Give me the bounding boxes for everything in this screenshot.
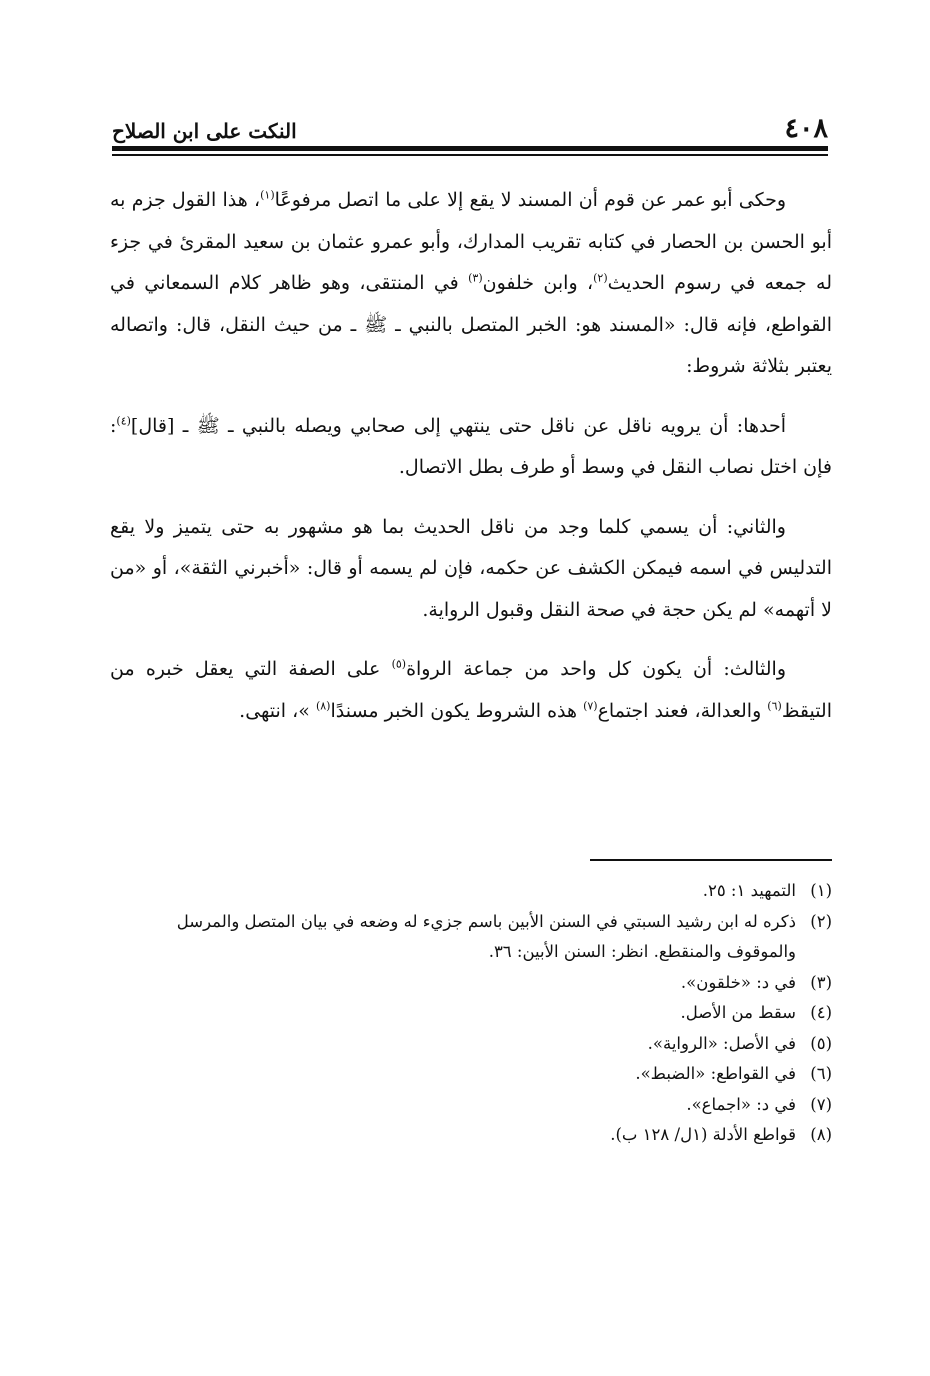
footnotes bbox=[110, 876, 832, 1151]
text-segment: في المنتقى، وهو ظاهر كلام السمعاني في القواطع، فإنه قال: «المسند هو: الخبر المتصل بالنبي ـ ﷺ ـ من حيث النقل، قال: واتصاله يعتبر بثلاثة شروط: bbox=[110, 272, 832, 377]
page-number: ٤٠٨ bbox=[784, 113, 828, 144]
footnote-number: (٨) bbox=[810, 1125, 832, 1144]
text-segment: : فإن اختل نصاب النقل في وسط أو طرف بطل الاتصال. bbox=[110, 414, 832, 478]
footnote-text: التمهيد ١: ٢٥. bbox=[702, 881, 796, 900]
footnote-ref-4[interactable]: (٤) bbox=[116, 414, 131, 428]
footnote-number: (٢) bbox=[810, 911, 832, 931]
text-segment: وحكى أبو عمر عن قوم أن المسند لا يقع إلا على ما اتصل مرفوعًا bbox=[274, 189, 786, 211]
paragraph-4 bbox=[110, 649, 832, 732]
main-text bbox=[110, 180, 832, 732]
footnote-text: ذكره له ابن رشيد السبتي في السنن الأبين باسم جزيء له وضعه في بيان المتصل والمرسل والموقوف والمنقطع. انظر: السنن الأبين: ٣٦. bbox=[176, 911, 796, 961]
footnote-text: سقط من الأصل. bbox=[680, 1003, 796, 1022]
header-rule-thick bbox=[112, 146, 828, 151]
page-header bbox=[112, 112, 828, 146]
footnote-number: (٧) bbox=[810, 1094, 832, 1114]
footnote-ref-7[interactable]: (٧) bbox=[583, 699, 598, 713]
footnote-text: في القواطع: «الضبط». bbox=[635, 1064, 796, 1083]
footnote-ref-8[interactable]: (٨) bbox=[315, 699, 331, 713]
footnote-number: (٤) bbox=[810, 1003, 832, 1022]
footnote-item bbox=[110, 876, 832, 907]
footnote-text: في الأصل: «الرواية». bbox=[647, 1033, 796, 1053]
footnote-item bbox=[110, 998, 832, 1029]
paragraph-3 bbox=[110, 507, 832, 632]
text-segment: والعدالة، فعند اجتماع bbox=[597, 699, 768, 722]
footnote-item bbox=[110, 968, 832, 999]
footnote-number: (٦) bbox=[810, 1064, 832, 1083]
footnote-number: (٥) bbox=[810, 1033, 832, 1053]
footnote-item bbox=[110, 1120, 832, 1151]
footnote-item bbox=[110, 1090, 832, 1121]
footnote-number: (١) bbox=[810, 881, 832, 900]
footnote-text: في د: «اجماع». bbox=[686, 1094, 796, 1114]
header-rule-thin bbox=[112, 154, 828, 156]
paragraph-2 bbox=[110, 406, 832, 489]
text-segment: ، وابن خلفون bbox=[482, 272, 594, 294]
footnote-text: في د: «خلقون». bbox=[680, 972, 796, 992]
footnote-ref-3[interactable]: (٣) bbox=[468, 271, 483, 285]
paragraph-1 bbox=[110, 180, 832, 388]
text-segment: هذه الشروط يكون الخبر مسندًا bbox=[330, 699, 584, 722]
footnote-ref-5[interactable]: (٥) bbox=[391, 657, 407, 671]
footnote-ref-6[interactable]: (٦) bbox=[767, 699, 782, 713]
footnote-item bbox=[110, 1029, 832, 1060]
text-segment: على الصفة التي يعقل خبره من التيقظ bbox=[110, 658, 832, 722]
footnote-item bbox=[110, 907, 832, 968]
footnote-separator bbox=[590, 859, 832, 861]
footnote-number: (٣) bbox=[810, 972, 832, 992]
text-segment: ، هذا القول جزم به أبو الحسن بن الحصار في كتابه تقريب المدارك، وأبو عمرو عثمان بن سعيد المقرئ في جزء له جمعه في رسوم الحديث bbox=[110, 189, 832, 294]
running-title: النكت على ابن الصلاح bbox=[112, 119, 297, 143]
footnote-item bbox=[110, 1059, 832, 1090]
footnote-ref-2[interactable]: (٢) bbox=[593, 271, 608, 285]
footnote-text: قواطع الأدلة (١ل/ ١٢٨ ب). bbox=[610, 1125, 796, 1144]
text-segment: أحدها: أن يرويه ناقل عن ناقل حتى ينتهي إلى صحابي ويصله بالنبي ـ ﷺ ـ [قال] bbox=[130, 414, 786, 437]
text-segment: والثاني: أن يسمي كلما وجد من ناقل الحديث بما هو مشهور به حتى يتميز ولا يقع التدليس في اسمه فيمكن الكشف عن حكمه، فإن لم يسمه أو قال: «أخبرني الثقة»، أو «من لا أتهمه» لم يكن حجة في صحة النقل وقبول الرواية. bbox=[110, 515, 832, 621]
footnote-ref-1[interactable]: (١) bbox=[260, 188, 275, 202]
text-segment: والثالث: أن يكون كل واحد من جماعة الرواة bbox=[406, 658, 786, 680]
text-segment: »، انتهى. bbox=[239, 699, 316, 722]
